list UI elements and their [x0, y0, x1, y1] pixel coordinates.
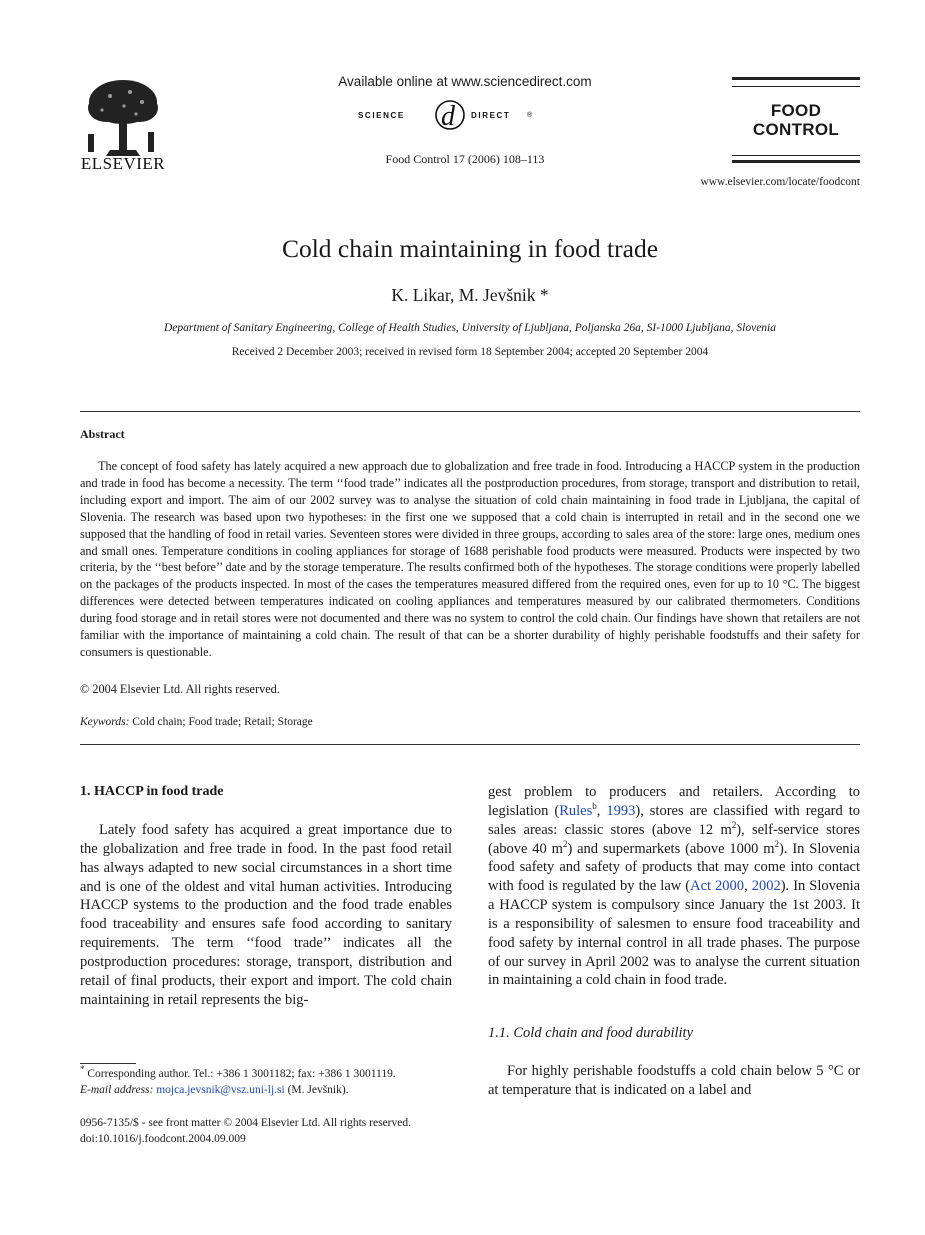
footnote-email [80, 1084, 349, 1096]
text-run: , [596, 802, 607, 819]
text-run: gest problem to producers and retailers. According to legislation ( [488, 784, 860, 819]
journal-name-line2: CONTROL [752, 120, 840, 139]
journal-url-link[interactable]: www.elsevier.com/locate/foodcont [700, 176, 860, 188]
keywords [80, 716, 313, 728]
reference-link[interactable]: Act 2000 [690, 878, 745, 895]
footnote-corresponding [80, 1064, 396, 1080]
superscript: 2 [562, 838, 568, 849]
journal-rule [732, 77, 860, 80]
reference-link[interactable]: 2002 [751, 878, 781, 895]
email-label: E-mail address: [80, 1084, 154, 1096]
sd-logo-left-text: SCIENCE [358, 111, 405, 120]
text-run: ). In Slovenia food safety and safety of products that may come into contact with food is regulated by the law ( [488, 840, 860, 895]
article-title: Cold chain maintaining in food trade [281, 234, 659, 263]
issn-line: 0956-7135/$ - see front matter © 2004 Elsevier Ltd. All rights reserved. [80, 1117, 411, 1129]
footnote-marker: * [80, 1064, 85, 1075]
paragraph-text: Lately food safety has acquired a great importance due to the globalization and free trade in food. In the past food retail has always adapted to new social circumstances in a short time and is one of the oldest and vital human activities. Introducing HACCP systems to the production and the food trade enables food traceability and ensures safe food according to sanitary requirements. The term ‘‘food trade’’ indicates all the postproduction procedures: storage, transport, distribution and retail of final products, their export and import. The cold chain maintaining in retail represents the big- [80, 822, 452, 1008]
sd-logo-registered: ® [527, 112, 533, 119]
reference-link[interactable]: 1993 [606, 802, 636, 819]
reference-link[interactable]: Rules [559, 802, 593, 819]
abstract-copyright: © 2004 Elsevier Ltd. All rights reserved. [80, 682, 280, 696]
affiliation: Department of Sanitary Engineering, College of Health Studies, University of Ljubljana, Poljanska 26a, SI-1000 Ljubljana, Slovenia [164, 322, 776, 334]
journal-rule [732, 155, 860, 156]
section-heading: 1. HACCP in food trade [80, 784, 224, 799]
text-run: , [744, 878, 752, 895]
article-dates: Received 2 December 2003; received in revised form 18 September 2004; accepted 20 September 2004 [231, 346, 709, 358]
text-run: ), stores are classified with regard to sales areas: classic stores (above 12 m [488, 802, 861, 838]
journal-citation: Food Control 17 (2006) 108–113 [385, 152, 545, 166]
sciencedirect-logo[interactable] [356, 98, 576, 134]
footnote-text: Corresponding author. Tel.: +386 1 3001182; fax: +386 1 3001119. [87, 1068, 396, 1080]
sd-logo-d-icon [436, 101, 464, 132]
subsection-heading: 1.1. Cold chain and food durability [488, 1025, 694, 1041]
superscript: 2 [731, 819, 737, 830]
journal-rule [732, 86, 860, 87]
text-run: ), self-service stores (above 40 m [488, 821, 860, 857]
svg-text:d: d [441, 101, 455, 132]
sd-logo-right-text: DIRECT [471, 111, 511, 120]
abstract-heading: Abstract [80, 427, 125, 441]
email-suffix: (M. Jevšnik). [287, 1084, 349, 1096]
doi-line[interactable]: doi:10.1016/j.foodcont.2004.09.009 [80, 1133, 246, 1145]
body-paragraph-right-2 [488, 1062, 860, 1100]
journal-name [732, 101, 860, 139]
authors: K. Likar, M. Jevšnik * [391, 285, 549, 305]
paragraph-text: For highly perishable foodstuffs a cold chain below 5 °C or at temperature that is indicated on a label and [488, 1063, 860, 1098]
publisher-name: ELSEVIER [80, 154, 166, 173]
divider [80, 744, 860, 745]
paragraph-text [488, 783, 860, 990]
body-paragraph-left [80, 821, 452, 1009]
email-link[interactable]: mojca.jevsnik@vsz.uni-lj.si [156, 1084, 285, 1096]
journal-rule [732, 160, 860, 163]
journal-name-line1: FOOD [770, 101, 822, 120]
keywords-label: Keywords: [80, 716, 130, 728]
text-run: ). In Slovenia a HACCP system is compulsory since January the 1st 2003. It is a responsibility of salesmen to ensure food traceability and food safety by internal control in all trade phases. The purpose of our survey in April 2002 was to analyse the current situation in maintaining a cold chain in food trade. [488, 878, 861, 989]
footnote-rule [80, 1063, 136, 1064]
superscript: b [592, 801, 597, 812]
keywords-list: Cold chain; Food trade; Retail; Storage [132, 716, 313, 728]
text-run: ) and supermarkets (above 1000 m [567, 840, 775, 857]
divider [80, 411, 860, 412]
body-paragraph-right [488, 783, 860, 990]
abstract-body: The concept of food safety has lately acquired a new approach due to globalization and free trade in food. Introducing a HACCP system in the production and trade in food has become a necessity. The term ‘‘food trade’’ indicates all the postproduction procedures, from storage, transport and distribution to retail, including export and import. The aim of our 2002 survey was to analyse the situation of cold chain maintaining in food trade in Ljubljana, the capital of Slovenia. The research was based upon two hypotheses: in the first one we supposed that a cold chain is interrupted in retail and in the second one we supposed that the handling of food in retail varies. Seventeen stores were divided in three groups, according to sales area of the store: large ones, medium ones and small ones. Temperature conditions in cooling appliances for storage of 1688 perishable food products were measured. Products were inspected by two criteria, by the ‘‘best before’’ date and by the storage temperature. The results confirmed both of the hypotheses. The storage conditions were properly labelled on the packages of the products inspected. In most of the cases the temperatures measured differed from the required ones, even for up to 10 °C. The biggest differences were detected between temperatures indicated on cooling appliances and temperatures measured by our calibrated thermometers. Conditions during food storage and in retail stores were not documented and there was no system to control the cold chain. Our findings have shown that retailers are not familiar with the importance of maintaining a cold chain. The result of that can be a shorter durability of highly perishable foodstuffs and their safety for consumers is questionable. [80, 459, 860, 659]
superscript: 2 [774, 838, 780, 849]
available-online-line[interactable]: Available online at www.sciencedirect.com [338, 74, 592, 89]
